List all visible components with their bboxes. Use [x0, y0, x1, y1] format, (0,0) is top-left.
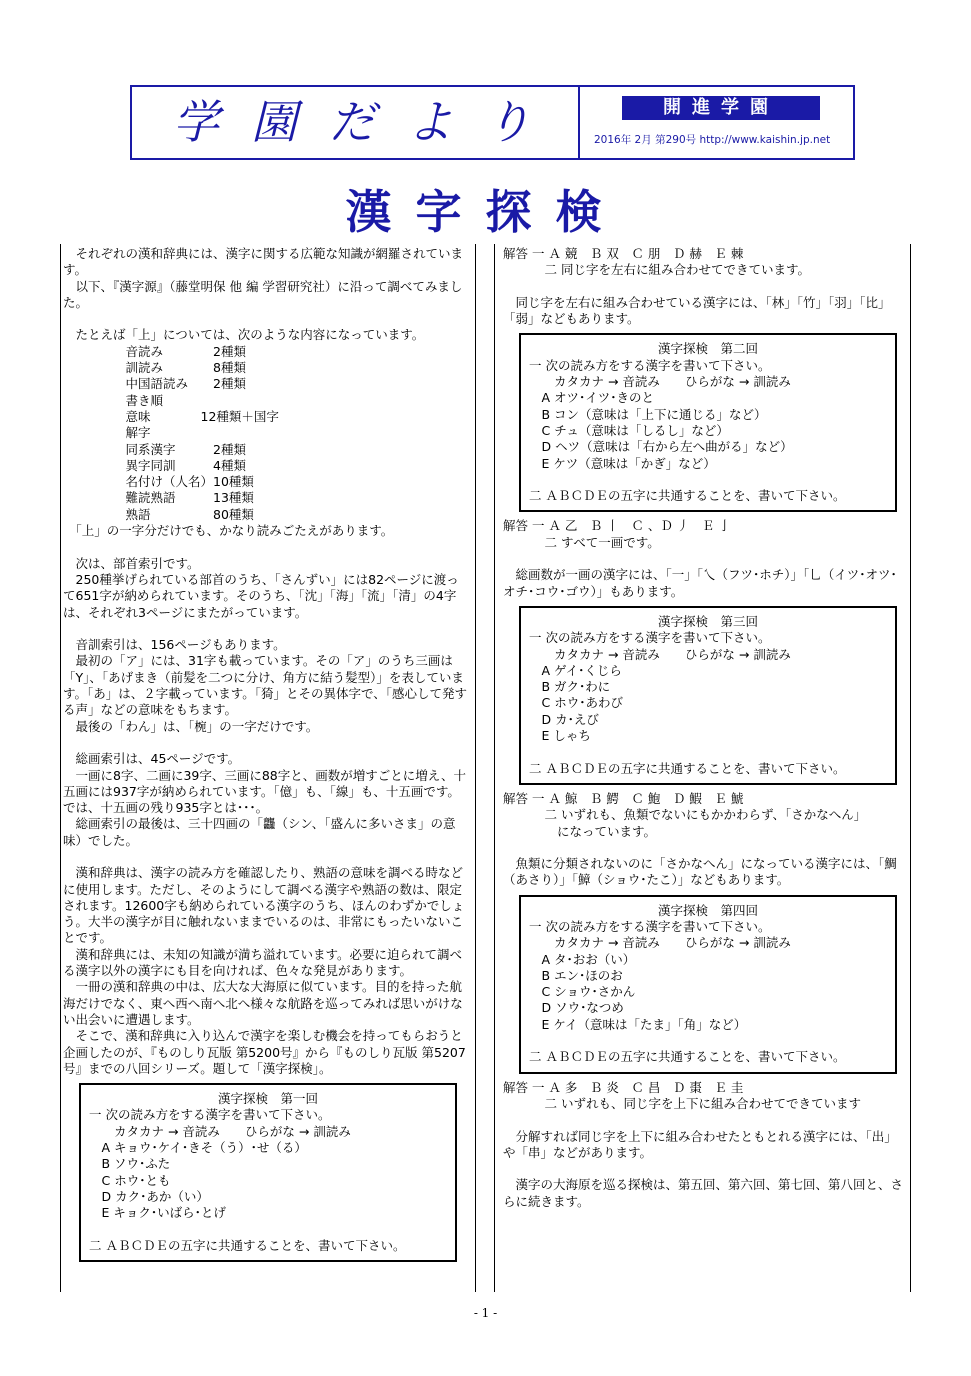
- left-rule: [60, 244, 61, 1292]
- quiz-choice: E ケイ（意味は「たま」「角」など）: [529, 1016, 747, 1032]
- quiz-question: 一 次の読み方をする漢字を書いて下さい。: [89, 1107, 331, 1123]
- quiz-box-2: [519, 333, 897, 512]
- quiz-hint: カタカナ → 音読み ひらがな → 訓読み: [529, 646, 791, 662]
- quiz-choice: C ホウ･あわび: [529, 695, 623, 711]
- paragraph: 一画に8字、二画に39字、三画に88字と、画数が増すごとに増え、十五画には937字が納められています。「億」も、「線」も、十五画です。では、十五画の残り935字とは･･･。: [63, 767, 467, 816]
- quiz-title: 漢字探検 第四回: [657, 902, 758, 918]
- paragraph: 漢和辞典には、未知の知識が満ち溢れています。必要に迫られて調べる漢字以外の漢字にも目を向ければ、色々な発見があります。: [63, 946, 463, 979]
- paragraph: 音訓索引は、156ページもあります。: [63, 637, 286, 653]
- quiz-choice: D カ･えび: [529, 711, 599, 727]
- quiz-question: 二 ＡＢＣＤＥの五字に共通することを、書いて下さい。: [89, 1237, 406, 1253]
- quiz-hint: カタカナ → 音読み ひらがな → 訓読み: [89, 1123, 351, 1139]
- list-item: 書き順: [63, 392, 164, 408]
- quiz-question: 一 次の読み方をする漢字を書いて下さい。: [529, 918, 771, 934]
- paragraph: 250種挙げられている部首のうち、「さんずい」には82ページに渡って651字が納められています。そのうち、「沈」「海」「流」「清」の4字は、それぞれ3ページにまたがっています。: [63, 571, 459, 620]
- quiz-choice: D ソウ･なつめ: [529, 1000, 624, 1016]
- quiz-choice: B ソウ･ふた: [89, 1156, 171, 1172]
- quiz-question: 二 ＡＢＣＤＥの五字に共通することを、書いて下さい。: [529, 488, 846, 504]
- paragraph: 以下、『漢字源』（藤堂明保 他 編 学習研究社）に沿って調べてみました。: [63, 278, 463, 310]
- quiz-choice: A タ･おお（い）: [529, 951, 636, 967]
- list-item: 名付け（人名）10種類: [63, 474, 254, 490]
- article-title: 漢字探検: [345, 185, 626, 239]
- answer-line: 解答 一 Ａ 競 Ｂ 双 Ｃ 朋 Ｄ 赫 Ｅ 棘: [503, 246, 744, 261]
- paragraph: 魚類に分類されないのに「さかなへん」になっている漢字には、「鯛（あさり）」「鱆（ショウ･たこ）」などもあります。: [503, 856, 897, 888]
- answer-line: 解答 一 Ａ 鯨 Ｂ 鰐 Ｃ 鮑 Ｄ 鰕 Ｅ 鯱: [503, 790, 744, 806]
- page-number: - 1 -: [473, 1306, 498, 1320]
- quiz-choice: C ホウ･とも: [89, 1172, 171, 1188]
- left-column: [63, 246, 469, 1268]
- list-item: 意味 12種類＋国字: [63, 408, 279, 424]
- list-item: 音読み 2種類: [63, 343, 246, 359]
- paragraph: そこで、漢和辞典に入り込んで漢字を楽しむ機会を持ってもらおうと企画したのが、『ものしり瓦版 第5200号』から『ものしり瓦版 第5207号』までの八回シリーズ。題して「漢字探検」。: [63, 1028, 466, 1076]
- paragraph: たとえば「上」については、次のような内容になっています。: [63, 327, 425, 343]
- paragraph: 次は、部首索引です。: [63, 555, 200, 571]
- answer-line: 二 同じ字を左右に組み合わせてできています。: [503, 262, 810, 278]
- right-rule: [910, 244, 911, 1292]
- quiz-hint: カタカナ → 音読み ひらがな → 訓読み: [529, 374, 791, 390]
- quiz-question: 一 次の読み方をする漢字を書いて下さい。: [529, 357, 771, 373]
- answer-line: 二 いずれも、同じ字を上下に組み合わせてできています: [503, 1095, 861, 1111]
- quiz-question: 一 次の読み方をする漢字を書いて下さい。: [529, 630, 771, 646]
- paragraph: 漢和辞典は、漢字の読み方を確認したり、熟語の意味を調べる時などに使用します。ただし、そのようにして調べる漢字や熟語の数は、限定されます。12600字も納められている漢字のうち、ほんのわずかでしょう。大半の漢字が目に触れないままでいるのは、非常にもったいないことです。: [63, 865, 465, 946]
- quiz-question: 二 ＡＢＣＤＥの五字に共通することを、書いて下さい。: [529, 1049, 846, 1065]
- issue-info: 2016年 2月 第290号 http://www.kaishin.jp.net: [594, 134, 831, 146]
- quiz-title: 漢字探検 第一回: [217, 1091, 318, 1107]
- quiz-choice: E キョク･いばら･とげ: [89, 1205, 226, 1221]
- quiz-box-4: [519, 895, 897, 1074]
- list-item: 中国語読み 2種類: [63, 376, 246, 392]
- list-item: 異字同訓 4種類: [63, 457, 246, 473]
- quiz-hint: カタカナ → 音読み ひらがな → 訓読み: [529, 935, 791, 951]
- quiz-title: 漢字探検 第二回: [657, 341, 758, 357]
- quiz-title: 漢字探検 第三回: [657, 613, 758, 629]
- list-item: 同系漢字 2種類: [63, 441, 246, 457]
- quiz-choice: C ショウ･さかん: [529, 984, 636, 1000]
- quiz-choice: E しゃち: [529, 728, 591, 744]
- paragraph: 最初の「ア」には、31字も載っています。その「ア」のうち三画は「Y」、「あげまき（前髪を二つに分け、角方に結う髪型）」を表しています。「あ」は、２字載っています。「猗」とその異体字で、「感心して発する声」などの意味をもちます。: [63, 653, 468, 718]
- school-name: 開進学園: [622, 96, 820, 120]
- quiz-choice: A ゲイ･くじら: [529, 662, 622, 678]
- quiz-box-3: [519, 606, 897, 785]
- right-column: [503, 246, 909, 1210]
- paragraph: 漢字の大海原を巡る探検は、第五回、第六回、第七回、第八回と、さらに続きます。: [503, 1177, 904, 1209]
- paragraph: 同じ字を左右に組み合わせている漢字には、「林」「竹」「羽」「比」「弱」などもあります。: [503, 294, 891, 327]
- answer-line: になっています。: [503, 823, 656, 839]
- list-item: 解字: [63, 425, 151, 441]
- center-rule-right: [494, 244, 495, 1292]
- quiz-choice: C チュ（意味は「しるし」など）: [529, 422, 729, 438]
- paragraph: 「上」の一字分だけでも、かなり読みごたえがあります。: [63, 523, 394, 539]
- center-rule-left: [475, 244, 476, 1292]
- quiz-choice: D ヘツ（意味は「右から左へ曲がる」など）: [529, 439, 793, 455]
- paragraph: 一冊の漢和辞典の中は、広大な大海原に似ています。目的を持った航海だけでなく、東へ西へ南へ北へ様々な航路を巡ってみれば思いがけない出会いに遭遇します。: [63, 979, 463, 1027]
- masthead: [130, 85, 855, 160]
- paragraph: それぞれの漢和辞典には、漢字に関する広範な知識が網羅されています。: [63, 246, 464, 278]
- answer-line: 解答 一 Ａ 乙 Ｂ 丨 Ｃ 、Ｄ 丿 Ｅ 亅: [503, 518, 731, 534]
- answer-line: 解答 一 Ａ 多 Ｂ 炎 Ｃ 昌 Ｄ 棗 Ｅ 圭: [503, 1079, 744, 1095]
- paragraph: 総画索引は、45ページです。: [63, 751, 241, 767]
- quiz-choice: E ケツ（意味は「かぎ」など）: [529, 455, 716, 471]
- answer-line: 二 すべて一画です。: [503, 534, 660, 550]
- answer-line: 二 いずれも、魚類でないにもかかわらず、「さかなへん」: [503, 807, 867, 823]
- quiz-choice: B コン（意味は「上下に通じる」など）: [529, 406, 767, 422]
- list-item: 訓読み 8種類: [63, 360, 246, 376]
- quiz-choice: D カク･あか（い）: [89, 1188, 209, 1204]
- newsletter-title: 学園だより: [132, 87, 580, 158]
- paragraph: 総画数が一画の漢字には、「一」「乀（フツ･ホチ）」「乚（イツ･オツ･オチ･コウ･ゴウ）」もあります。: [503, 567, 897, 599]
- list-item: 熟語 80種類: [63, 506, 254, 522]
- quiz-choice: B ガク･わに: [529, 679, 611, 695]
- quiz-question: 二 ＡＢＣＤＥの五字に共通することを、書いて下さい。: [529, 760, 846, 776]
- paragraph: 最後の「わん」は、「椀」の一字だけです。: [63, 718, 319, 734]
- quiz-choice: A オツ･イツ･きのと: [529, 390, 655, 406]
- paragraph: 分解すれば同じ字を上下に組み合わせたともとれる漢字には、「出」や「串」などがあります。: [503, 1128, 897, 1160]
- list-item: 難読熟語 13種類: [63, 490, 254, 506]
- quiz-box-1: [79, 1083, 457, 1262]
- quiz-choice: A キョウ･ケイ･きそ（う）･せ（る）: [89, 1140, 307, 1156]
- paragraph: 総画索引の最後は、三十四画の「龘（シン、「盛んに多いさま」の意味）でした。: [63, 816, 456, 848]
- quiz-choice: B エン･ほのお: [529, 967, 623, 983]
